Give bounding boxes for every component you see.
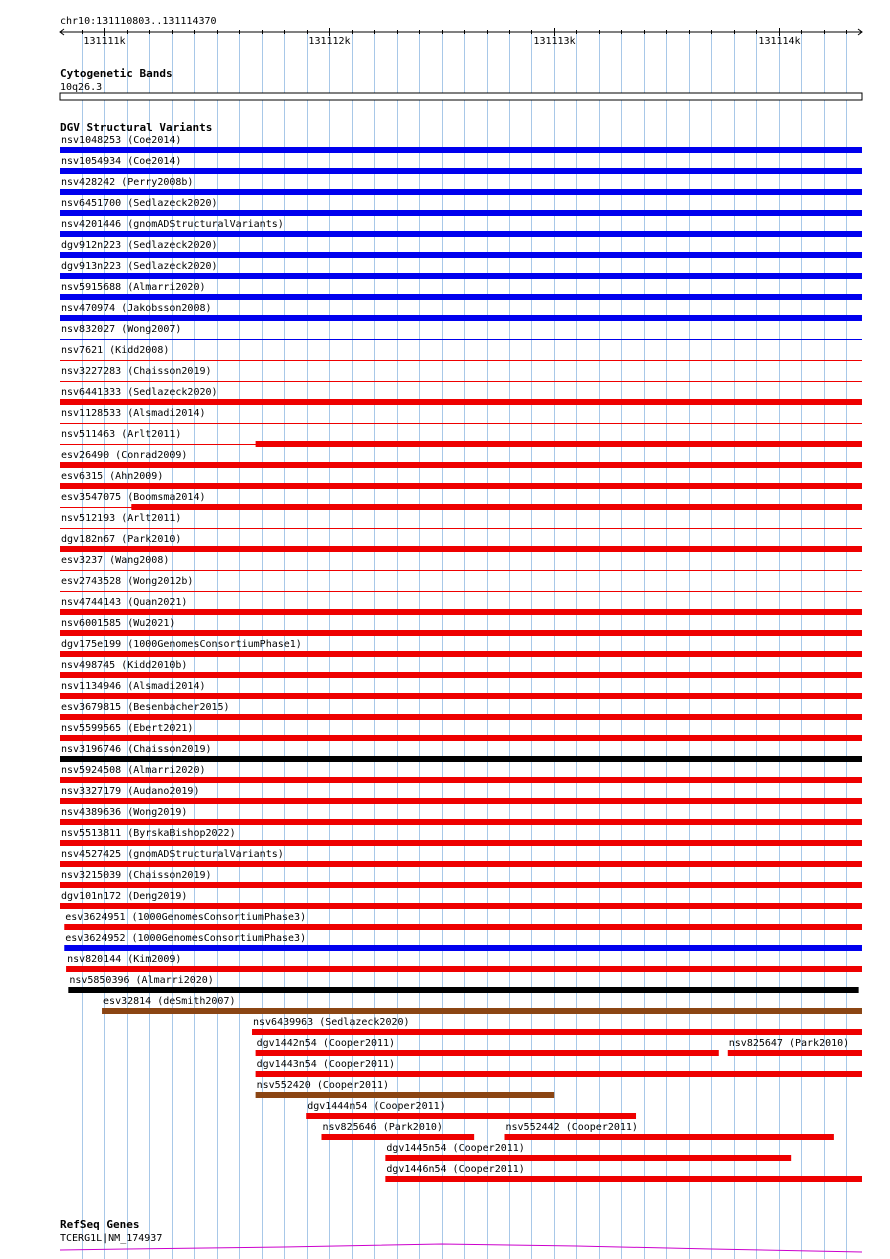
dgv-feature-bar[interactable] — [60, 609, 862, 615]
dgv-feature-label: dgv912n223 (Sedlazeck2020) — [61, 240, 218, 251]
dgv-feature-label: dgv1445n54 (Cooper2011) — [386, 1143, 525, 1154]
dgv-feature-row[interactable] — [60, 324, 862, 340]
dgv-feature-bar[interactable] — [60, 399, 862, 405]
dgv-feature-label: nsv4201446 (gnomADStructuralVariants) — [61, 219, 284, 230]
dgv-feature-row[interactable] — [60, 870, 862, 888]
dgv-feature-label: nsv1054934 (Coe2014) — [61, 156, 182, 167]
dgv-feature-bar[interactable] — [66, 966, 862, 972]
dgv-feature-row[interactable] — [60, 597, 862, 615]
dgv-feature-bar[interactable] — [60, 714, 862, 720]
dgv-feature-row[interactable] — [60, 534, 862, 552]
dgv-feature-label: nsv825646 (Park2010) — [322, 1122, 443, 1133]
dgv-feature-label: esv26490 (Conrad2009) — [61, 450, 188, 461]
dgv-feature-row[interactable] — [385, 1143, 791, 1161]
dgv-feature-list — [60, 135, 862, 1182]
dgv-feature-row[interactable] — [60, 387, 862, 405]
dgv-feature-row[interactable] — [60, 849, 862, 867]
dgv-feature-row[interactable] — [102, 996, 862, 1014]
dgv-feature-label: esv3624951 (1000GenomesConsortiumPhase3) — [65, 912, 307, 923]
dgv-feature-bar[interactable] — [60, 630, 862, 636]
dgv-feature-label: nsv3227283 (Chaisson2019) — [61, 366, 212, 377]
dgv-feature-label: nsv428242 (Perry2008b) — [61, 177, 194, 188]
dgv-feature-row[interactable] — [60, 261, 862, 279]
dgv-feature-label: esv3624952 (1000GenomesConsortiumPhase3) — [65, 933, 307, 944]
dgv-feature-row[interactable] — [60, 303, 862, 321]
dgv-feature-row[interactable] — [60, 891, 862, 909]
dgv-feature-bar[interactable] — [60, 315, 862, 321]
dgv-feature-row[interactable] — [60, 744, 862, 762]
dgv-feature-bar[interactable] — [60, 903, 862, 909]
dgv-feature-label: nsv6001585 (Wu2021) — [61, 618, 176, 629]
dgv-feature-row[interactable] — [60, 639, 862, 657]
dgv-feature-label: nsv6439963 (Sedlazeck2020) — [253, 1017, 410, 1028]
dgv-feature-bar[interactable] — [64, 945, 862, 951]
dgv-feature-label: dgv182n67 (Park2010) — [61, 534, 182, 545]
dgv-feature-row[interactable] — [68, 975, 858, 993]
dgv-feature-bar[interactable] — [60, 147, 862, 153]
dgv-feature-bar[interactable] — [385, 1155, 791, 1161]
dgv-feature-bar[interactable] — [60, 651, 862, 657]
refseq-genes-track — [60, 1218, 862, 1252]
dgv-feature-label: dgv1442n54 (Cooper2011) — [256, 1038, 396, 1049]
dgv-feature-row[interactable] — [60, 135, 862, 153]
dgv-feature-label: nsv6441333 (Sedlazeck2020) — [61, 387, 218, 398]
dgv-feature-bar[interactable] — [385, 1176, 862, 1182]
dgv-feature-bar[interactable] — [102, 1008, 862, 1014]
ruler — [60, 16, 862, 47]
dgv-feature-row[interactable] — [60, 345, 862, 361]
dgv-feature-row[interactable] — [60, 156, 862, 174]
dgv-feature-label: nsv5915688 (Almarri2020) — [61, 282, 206, 293]
dgv-feature-row[interactable] — [306, 1101, 636, 1119]
dgv-feature-bar[interactable] — [60, 168, 862, 174]
dgv-feature-bar[interactable] — [60, 861, 862, 867]
dgv-feature-row[interactable] — [252, 1017, 862, 1035]
refseq-gene-label[interactable]: TCERG1L|NM_174937 — [60, 1233, 163, 1244]
ruler-tick-label: 131111k — [83, 36, 126, 47]
dgv-feature-label: nsv552442 (Cooper2011) — [505, 1122, 638, 1133]
dgv-feature-label: esv3547075 (Boomsma2014) — [61, 492, 206, 503]
dgv-feature-label: nsv5513811 (ByrskaBishop2022) — [61, 828, 236, 839]
ruler-range-label: chr10:131110803..131114370 — [60, 16, 217, 27]
dgv-feature-label: nsv498745 (Kidd2010b) — [61, 660, 188, 671]
dgv-feature-label: nsv3327179 (Audano2019) — [61, 786, 200, 797]
dgv-feature-row[interactable] — [321, 1122, 833, 1140]
dgv-feature-bar[interactable] — [60, 777, 862, 783]
dgv-feature-row[interactable] — [60, 492, 862, 510]
dgv-feature-row[interactable] — [60, 177, 862, 195]
dgv-feature-label: nsv1128533 (Alsmadi2014) — [61, 408, 206, 419]
dgv-feature-row[interactable] — [60, 471, 862, 489]
dgv-feature-bar[interactable] — [252, 1029, 862, 1035]
dgv-feature-label: nsv5924508 (Almarri2020) — [61, 765, 206, 776]
dgv-feature-row[interactable] — [60, 450, 862, 468]
dgv-feature-bar[interactable] — [728, 1050, 862, 1056]
dgv-feature-bar[interactable] — [505, 1134, 834, 1140]
dgv-feature-bar[interactable] — [60, 189, 862, 195]
dgv-feature-bar[interactable] — [60, 210, 862, 216]
dgv-feature-row[interactable] — [60, 681, 862, 699]
dgv-feature-bar[interactable] — [256, 441, 862, 447]
dgv-feature-label: esv2743528 (Wong2012b) — [61, 576, 194, 587]
dgv-feature-label: nsv4389636 (Wong2019) — [61, 807, 188, 818]
dgv-feature-bar[interactable] — [60, 819, 862, 825]
dgv-feature-bar[interactable] — [256, 1092, 555, 1098]
dgv-feature-bar[interactable] — [60, 546, 862, 552]
dgv-feature-label: nsv6451700 (Sedlazeck2020) — [61, 198, 218, 209]
dgv-feature-bar[interactable] — [60, 273, 862, 279]
dgv-feature-label: nsv3215039 (Chaisson2019) — [61, 870, 212, 881]
dgv-feature-label: nsv5599565 (Ebert2021) — [61, 723, 194, 734]
dgv-feature-bar[interactable] — [60, 840, 862, 846]
dgv-feature-bar[interactable] — [321, 1134, 474, 1140]
dgv-feature-row[interactable] — [60, 282, 862, 300]
dgv-feature-row[interactable] — [60, 828, 862, 846]
dgv-feature-label: nsv7621 (Kidd2008) — [61, 345, 170, 356]
dgv-feature-row[interactable] — [64, 912, 862, 930]
dgv-feature-bar[interactable] — [68, 987, 858, 993]
dgv-feature-label: dgv175e199 (1000GenomesConsortiumPhase1) — [61, 639, 302, 650]
dgv-feature-label: esv6315 (Ahn2009) — [61, 471, 164, 482]
dgv-feature-label: nsv4744143 (Quan2021) — [61, 597, 188, 608]
dgv-feature-label: nsv4527425 (gnomADStructuralVariants) — [61, 849, 284, 860]
dgv-feature-bar[interactable] — [256, 1071, 862, 1077]
dgv-feature-row[interactable] — [60, 198, 862, 216]
dgv-feature-row[interactable] — [60, 429, 862, 447]
dgv-feature-label: nsv511463 (Arlt2011) — [61, 429, 182, 440]
dgv-feature-row[interactable] — [64, 933, 862, 951]
ruler-tick-label: 131112k — [308, 36, 351, 47]
dgv-feature-label: esv3237 (Wang2008) — [61, 555, 170, 566]
dgv-feature-label: nsv1134946 (Alsmadi2014) — [61, 681, 206, 692]
dgv-feature-bar[interactable] — [60, 735, 862, 741]
dgv-feature-row[interactable] — [60, 240, 862, 258]
dgv-feature-bar[interactable] — [64, 924, 862, 930]
dgv-feature-row[interactable] — [60, 513, 862, 529]
dgv-feature-label: nsv552420 (Cooper2011) — [256, 1080, 390, 1091]
dgv-feature-bar[interactable] — [60, 798, 862, 804]
dgv-feature-row[interactable] — [60, 219, 862, 237]
dgv-feature-label: nsv512193 (Arlt2011) — [61, 513, 182, 524]
dgv-feature-bar[interactable] — [60, 231, 862, 237]
dgv-feature-row[interactable] — [60, 702, 862, 720]
dgv-feature-label: dgv1443n54 (Cooper2011) — [256, 1059, 396, 1070]
cytoband-bar[interactable] — [60, 93, 862, 100]
dgv-feature-label: dgv1446n54 (Cooper2011) — [386, 1164, 525, 1175]
dgv-feature-bar[interactable] — [60, 672, 862, 678]
dgv-feature-label: nsv820144 (Kim2009) — [67, 954, 182, 965]
cytoband-track-title: Cytogenetic Bands — [60, 67, 173, 80]
dgv-track-title: DGV Structural Variants — [60, 121, 213, 134]
dgv-feature-label: nsv5850396 (Almarri2020) — [69, 975, 214, 986]
dgv-feature-row[interactable] — [60, 555, 862, 571]
refseq-track-title: RefSeq Genes — [60, 1218, 140, 1231]
dgv-feature-row[interactable] — [256, 1038, 862, 1056]
dgv-structural-variants-track — [60, 121, 862, 1182]
dgv-feature-bar[interactable] — [256, 1050, 719, 1056]
dgv-feature-bar[interactable] — [60, 252, 862, 258]
ruler-ticks — [60, 28, 862, 47]
dgv-feature-label: dgv1444n54 (Cooper2011) — [307, 1101, 446, 1112]
dgv-feature-row[interactable] — [60, 765, 862, 783]
dgv-feature-bar[interactable] — [60, 756, 862, 762]
dgv-feature-label: nsv470974 (Jakobsson2008) — [61, 303, 212, 314]
dgv-feature-row[interactable] — [256, 1059, 862, 1077]
dgv-feature-row[interactable] — [60, 723, 862, 741]
dgv-feature-bar[interactable] — [60, 882, 862, 888]
dgv-feature-bar[interactable] — [60, 693, 862, 699]
dgv-feature-row[interactable] — [60, 576, 862, 592]
dgv-feature-row[interactable] — [60, 807, 862, 825]
dgv-feature-row[interactable] — [60, 408, 862, 424]
dgv-feature-bar[interactable] — [60, 294, 862, 300]
ruler-tick-label: 131114k — [758, 36, 801, 47]
dgv-feature-label: nsv3196746 (Chaisson2019) — [61, 744, 212, 755]
cytogenetic-bands-track[interactable] — [60, 67, 862, 100]
dgv-feature-row[interactable] — [60, 618, 862, 636]
ruler-tick-label: 131113k — [533, 36, 576, 47]
dgv-feature-label: nsv832027 (Wong2007) — [61, 324, 182, 335]
dgv-feature-label: dgv101n172 (Deng2019) — [61, 891, 188, 902]
dgv-feature-row[interactable] — [60, 660, 862, 678]
refseq-gene-line[interactable] — [60, 1244, 862, 1252]
cytoband-label: 10q26.3 — [60, 82, 103, 93]
dgv-feature-label: nsv825647 (Park2010) — [728, 1038, 850, 1049]
dgv-feature-bar[interactable] — [60, 462, 862, 468]
dgv-feature-label: nsv1048253 (Coe2014) — [61, 135, 182, 146]
dgv-feature-bar[interactable] — [306, 1113, 636, 1119]
dgv-feature-label: dgv913n223 (Sedlazeck2020) — [61, 261, 218, 272]
dgv-feature-row[interactable] — [60, 366, 862, 382]
dgv-feature-bar[interactable] — [131, 504, 862, 510]
dgv-feature-row[interactable] — [60, 786, 862, 804]
dgv-feature-bar[interactable] — [60, 483, 862, 489]
dgv-feature-row[interactable] — [385, 1164, 862, 1182]
dgv-feature-label: esv3679815 (Besenbacher2015) — [61, 702, 230, 713]
dgv-feature-label: esv32814 (deSmith2007) — [103, 996, 236, 1007]
